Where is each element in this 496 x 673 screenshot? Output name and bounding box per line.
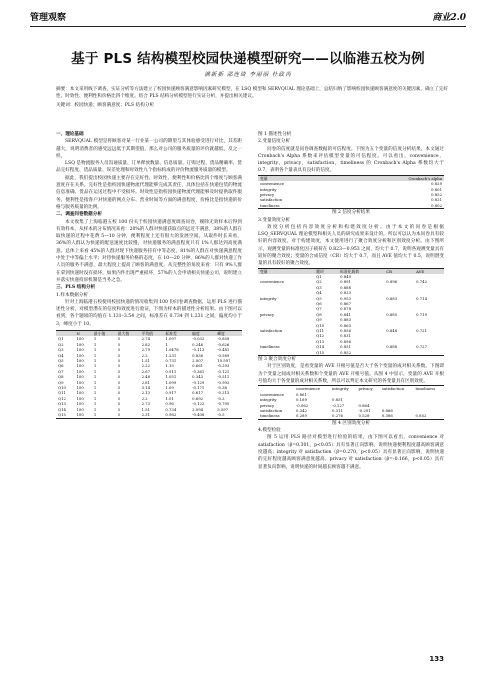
abstract: 摘要：本文采用线下调查、实证分析等方法建立了校园快递顾客满意影响因素研究模型，在 LSQ 模型和 SERVQUAL 理论基础上，总结归纳了影响校园快递顾客满意度的关键因素，确立了完好性、时效性、便利性和价格比四个维度。结合 PLS 结构分析模型进行实证分析，并提出相关建议。 [56, 87, 448, 100]
table-cell: 0.836 [192, 352, 204, 358]
table-cell: -0.992 [217, 379, 230, 385]
table-cell: 2.2 [141, 395, 148, 401]
left-column [56, 131, 242, 419]
table-cell: 1 [93, 390, 97, 396]
table-cell: Q2 [316, 279, 322, 285]
table-cell: 1.051 [165, 374, 177, 380]
section-heading: 三、PLS 结构分析 [56, 285, 96, 291]
table-cell: satisfaction [260, 197, 283, 203]
journal-section: 管理观察 [30, 13, 67, 23]
table-cell: 0.831 [340, 333, 352, 339]
paragraph: 问卷的信度就是问卷调查数据的可信程度。下图为五个变量的信度分析结果，本文通过 Cronbach's Alpha 系数来评估模型变量的可信程度。可以看出，convenience，integrity，privacy，satisfaction，timeliness 的 Cronbach's Alpha 系数均大于 0.7，表明各个量表具有良好的信度。 [258, 146, 444, 174]
table-cell: -0.121 [217, 368, 230, 374]
table-cell: 0.661 [192, 363, 204, 369]
table-cell: 0.883 [386, 295, 398, 301]
table-cell: Q13 [58, 401, 66, 407]
table-header-cell: 标准差 [165, 331, 177, 337]
table-cell: Q5 [58, 358, 64, 364]
table-cell: 0.891 [340, 279, 352, 285]
table-cell: 1 [93, 374, 97, 380]
table-cell: 0.617 [192, 390, 204, 396]
table-cell: -0.113 [192, 347, 205, 353]
table-cell: Q12 [58, 395, 66, 401]
table-cell: -0.2 [217, 395, 225, 401]
table-header-cell: privacy [358, 386, 373, 392]
table-cell: 5 [117, 341, 121, 347]
table-cell: 2.007 [192, 358, 204, 364]
table-cell: -0.122 [192, 401, 205, 407]
table-cell: 0.343 [192, 374, 204, 380]
table-cell: 5 [117, 336, 121, 342]
table-cell: 2.2 [141, 352, 148, 358]
table-cell: -0.062 [296, 402, 309, 408]
table-cell: 2.22 [141, 363, 151, 369]
table-cell: 0.852 [431, 192, 442, 197]
table-cell: 1 [93, 379, 97, 385]
section-heading: 一、理论基础 [56, 132, 84, 137]
table-cell: 0.851 [340, 344, 352, 350]
table-cell: Q11 [58, 390, 66, 396]
table-cell: 0.342 [296, 407, 307, 413]
table-cell: 0.742 [416, 279, 427, 285]
table-header-cell: 变量 [260, 175, 268, 181]
table-cell: 10.597 [217, 358, 231, 364]
table-cell: 0.719 [416, 311, 427, 317]
figure-caption: 图 4 区别效度分析 [331, 420, 370, 426]
table-cell: 5 [117, 406, 121, 412]
table-cell: -0.361 [192, 368, 205, 374]
table-cell: 100 [76, 363, 84, 369]
table-cell: 0.246 [192, 341, 204, 347]
table-cell: Q4 [316, 290, 322, 296]
table-cell: 1 [93, 363, 97, 369]
table-cell: 5 [117, 374, 121, 380]
table-cell: 0.169 [296, 397, 307, 403]
table-cell: -0.795 [217, 401, 230, 407]
table-header-cell: 偏度 [192, 331, 200, 337]
table-cell: 1 [93, 401, 97, 407]
keywords: 关键词：校园快递；顾客满意度；PLS 结构分析 [56, 102, 155, 108]
table-cell: 1.15 [165, 363, 174, 369]
table-cell: 0.982 [165, 412, 177, 418]
table-cell: 1 [165, 341, 168, 347]
paragraph: LSQ 是物流服务人员沟通质量、订单释放数量、信息质量、订购过程、货品精确率、货品完好程度、货品质量、误差处理和时效性九个指标构成的评价物流服务质量的模型。 [56, 161, 242, 174]
table-cell: Q1 [316, 274, 322, 279]
table-cell: 1.099 [165, 379, 177, 385]
table-cell: -0.38 [217, 385, 227, 391]
table-cell: 1.01 [165, 395, 174, 401]
table-cell: timeliness [260, 202, 280, 208]
table-cell: 3.14 [141, 385, 151, 391]
table-cell: 0.867 [340, 301, 352, 307]
table-cell: 0.864 [358, 402, 370, 408]
table-header-cell: convenience [296, 386, 320, 392]
table-cell: 0.896 [386, 279, 398, 285]
table-cell: -0.408 [192, 412, 205, 418]
table-cell: 100 [76, 412, 84, 418]
table-cell: 0.714 [416, 295, 427, 301]
table-cell: 100 [76, 395, 84, 401]
table-cell: 5 [117, 352, 121, 358]
table-cell: 0.801 [431, 186, 442, 192]
descriptive-stats-table [56, 330, 242, 419]
table-cell: 0.896 [340, 338, 352, 344]
table-cell: -0.129 [192, 379, 205, 385]
table-cell: integrity [260, 397, 277, 403]
table-cell: -0.511 [217, 374, 230, 380]
paragraph: 对于区别效度，是看变量的 AVE 开根号值是否大于各个变量的成对相关系数。下图即为个变量之间成对相关系数和个变量的 AVE 开根号值。从图 4 中显示，变量的 AVE 开根号值均大于各变量的成对相关系数，所以可以判定本文研究的各变量具有区别效度。 [258, 364, 444, 384]
table-cell: Q4 [58, 352, 64, 358]
figure-caption: 图 1 描述性分析 [258, 132, 292, 137]
table-cell: 2.81 [141, 379, 151, 385]
table-cell: -0.171 [192, 385, 205, 391]
table-cell: -0.201 [358, 407, 371, 413]
table-cell: 1 [93, 341, 97, 347]
table-cell: 5 [117, 368, 121, 374]
discriminant-validity-table [258, 385, 444, 419]
table-cell: 5 [117, 363, 121, 369]
table-cell: 1.51 [141, 406, 151, 412]
table-cell: 0.851 [332, 397, 343, 403]
table-cell: -0.032 [192, 336, 205, 342]
table-cell: 100 [76, 406, 84, 412]
table-cell: integrity [260, 186, 277, 192]
table-cell: 2.13 [141, 390, 151, 396]
table-cell: 100 [76, 336, 84, 342]
subsection-heading: 4.模型检验 [258, 428, 281, 434]
table-header-cell: N [76, 331, 80, 337]
section-heading: 二、调查问卷数据分析 [56, 212, 102, 218]
table-cell: Q6 [316, 301, 322, 307]
table-cell [414, 350, 444, 356]
table-cell: integrity [260, 295, 277, 301]
table-cell: 5 [117, 412, 121, 418]
table-cell: 1.09 [165, 385, 174, 391]
right-column [258, 131, 444, 471]
table-cell: 2.74 [141, 336, 151, 342]
table-cell: 100 [76, 341, 84, 347]
table-header-cell: satisfaction [381, 386, 405, 392]
table-cell: 2.67 [141, 368, 151, 374]
table-cell: -0.589 [217, 352, 230, 358]
table-header-cell: 最大值 [117, 331, 130, 337]
table-cell: Q10 [58, 385, 66, 391]
table-cell: Q9 [58, 379, 64, 385]
table-cell: timeliness [260, 344, 280, 350]
table-cell: 0.917 [165, 390, 177, 396]
table-row [258, 203, 444, 209]
table-cell: 5.597 [217, 406, 229, 412]
table-cell: Q6 [58, 363, 64, 369]
table-cell: 0.911 [165, 368, 177, 374]
table-cell: Q3 [58, 347, 64, 353]
table-cell: Q8 [316, 311, 322, 317]
table-cell: -0.127 [332, 402, 345, 408]
table-header-cell: timeliness [415, 386, 436, 392]
table-cell: 0.692 [192, 395, 204, 401]
table-cell: 2.82 [141, 341, 151, 347]
table-cell: 1.097 [165, 336, 177, 342]
running-header [30, 10, 466, 24]
table-cell: 1.231 [165, 352, 177, 358]
table-cell: Q15 [316, 349, 325, 355]
table-header-cell: AVE [416, 268, 425, 274]
table-cell: 5 [117, 358, 121, 364]
table-cell: 0.721 [416, 328, 427, 334]
table-cell: 5 [117, 401, 121, 407]
table-cell: 100 [76, 347, 84, 353]
table-cell: Q15 [58, 412, 66, 418]
table-cell: 0.734 [165, 406, 177, 412]
table-header-cell: 峰度 [217, 331, 225, 337]
table-cell: 2.46 [141, 374, 151, 380]
table-cell: satisfaction [260, 328, 283, 334]
table-cell: privacy [260, 311, 275, 317]
table-cell: 100 [76, 385, 84, 391]
table-cell: 5 [117, 390, 121, 396]
table-cell: 0.863 [340, 322, 352, 328]
table-cell: 2.73 [141, 401, 151, 407]
table-cell: Q2 [58, 341, 64, 347]
table-cell: 5 [117, 395, 121, 401]
table-cell: privacy [260, 402, 275, 408]
subsection-heading: 1.样本数据分析 [56, 292, 88, 298]
table-cell: 0.848 [386, 328, 398, 334]
table-header-cell: integrity [332, 386, 349, 392]
table-cell: 0.823 [340, 290, 352, 296]
table-cell: 0.888 [340, 284, 352, 290]
paragraph: 本文收集了上海临港五校 100 份关于校园快递满意度调查问卷，剔除无效样本后得到有效样本，从样本的分布情况来看：20%的人群对快递获取点的远近不满意，38%的人群在取快递的过程中花费 5—10 分钟，便利程度上还有很大的发展空间。从取件时长来看，36%的人群认为快递的配送速度比较慢，对快递服务的满意程度只有 1%人群达到高度满意。总体上来看 45%的人群对现下快递服务持有中等态度，81%的人群在对快递满意程度中处于中等偏上水平；对待快递服务价格的态度，在 10—20 分钟，86%的人群对快递工作人员的服务不满意，最大程度上提高了顾客的满意度。从完整性的角度来看：只有 9%人群在拿到快递时没有损坏，如果内件出现严重损坏，57%的人会申请相关快递公司，说明建立并落实快递投诉机制是当务之急。 [56, 219, 242, 283]
table-row [56, 412, 242, 418]
table-cell: 1 [93, 352, 97, 358]
table-cell: 100 [76, 358, 84, 364]
table-cell: 100 [76, 379, 84, 385]
table-cell: 1 [93, 336, 97, 342]
table-cell: convenience [260, 181, 284, 187]
table-cell: convenience [260, 279, 284, 285]
table-cell: 100 [76, 352, 84, 358]
table-cell: 0.953 [340, 295, 352, 301]
table-cell: satisfaction [260, 407, 283, 413]
table-header-cell: 题项 [316, 268, 324, 274]
table-cell: 0.802 [431, 202, 442, 208]
table-cell: Q14 [58, 406, 66, 412]
table-cell: Q10 [316, 322, 325, 328]
table-cell: 5 [117, 347, 121, 353]
figure-caption: 图 2 信度分析结果 [331, 210, 370, 216]
table-cell: 100 [76, 368, 84, 374]
table-cell: -0.481 [217, 347, 230, 353]
table-cell: 0.821 [431, 197, 442, 203]
table-cell: 1 [93, 385, 97, 391]
table-cell: 100 [76, 401, 84, 407]
table-cell: Q12 [316, 333, 325, 339]
table-cell: 0.386 [381, 413, 393, 419]
table-cell: -0.293 [217, 363, 230, 369]
page-number: 133 [429, 655, 444, 663]
table-cell: 0.727 [416, 344, 427, 350]
table-header-cell: 最小值 [93, 331, 106, 337]
table-cell: 100 [76, 374, 84, 380]
paper-title: 基于 PLS 结构模型校园快递模型研究——以临港五校为例 [71, 51, 425, 67]
table-cell: 1 [93, 406, 97, 412]
paragraph: 针对上海临港五校使用校园快递的情况收集到 100 份问卷调查数据，运用 PLS 进行描述性分析，对模型潜在的信度和效度进行验证，下图为样本的描述性分析结果。由下图可以看到，各个题项的均值在 1.131–3.54 之间，标准差在 0.734 到 1.231 之间，偏度均小于 3，峰度小于 10。 [56, 299, 242, 327]
table-cell: Q8 [58, 374, 64, 380]
table-cell [384, 350, 414, 356]
table-cell: 0.866 [381, 407, 393, 413]
table-cell: 1 [93, 412, 97, 418]
table-cell: 1 [93, 358, 97, 364]
table-cell: -0.213 [217, 390, 230, 396]
table-cell: 2.31 [141, 412, 151, 418]
table-cell: 0.885 [386, 311, 398, 317]
table-cell: 0.888 [386, 344, 398, 350]
subsection-heading: 2.变量信度分析 [258, 139, 290, 145]
table-cell: Q5 [316, 295, 322, 301]
table-cell: 1.0478 [165, 347, 179, 353]
table-cell: 0.861 [296, 391, 307, 397]
table-cell: 1.51 [141, 358, 151, 364]
authors: 满新新 邵连琦 李丽丽 杜政芮 [204, 72, 292, 78]
table-header-cell: 平均值 [141, 331, 153, 337]
table-cell: 5 [117, 385, 121, 391]
table-cell: 0.731 [165, 358, 177, 364]
table-cell: 0.878 [340, 306, 352, 312]
table-cell: 0.852 [340, 349, 352, 355]
table-cell: 2.79 [141, 347, 151, 353]
figure-caption: 图 3 聚合效度分析 [258, 357, 297, 363]
table-cell: -0.626 [217, 341, 230, 347]
table-cell: Q7 [58, 368, 64, 374]
table-cell: Q3 [316, 284, 322, 290]
journal-logo: 商业2.0 [432, 13, 466, 23]
table-cell: 0.311 [332, 407, 343, 413]
table-cell: Q13 [316, 338, 325, 344]
table-cell: convenience [260, 391, 284, 397]
table-cell: 0.841 [340, 311, 352, 317]
reliability-table [258, 175, 444, 209]
table-cell: 0.829 [431, 181, 442, 187]
paragraph: SERVQUAL 模型是将顾客对某一行业某一公司的期望与其体验感受进行对比，其差距越大，说明消费者的感受远远低于其期望值，那么对公司的服务质量的评价就越低，反之一样。 [56, 139, 242, 159]
table-row [258, 350, 444, 356]
table-cell: 0.289 [296, 413, 307, 419]
table-cell: 0.96 [165, 401, 174, 407]
table-cell: Q9 [316, 317, 322, 323]
table-header-cell: 标准化载荷 [340, 268, 360, 274]
table-header-cell: 变量 [260, 268, 268, 274]
table-cell: 0.856 [340, 328, 352, 334]
table-row [258, 413, 444, 419]
table-cell: 1 [93, 368, 97, 374]
subsection-heading: 3.变量效度分析 [258, 217, 290, 223]
table-cell: privacy [260, 192, 275, 197]
table-cell: 2.094 [192, 406, 204, 412]
table-cell [258, 350, 314, 356]
table-cell: 100 [76, 390, 84, 396]
table-cell: Q14 [316, 344, 325, 350]
table-cell: 5 [117, 379, 121, 385]
paragraph: 据此，我们提出校园快递主要存在完好性、时效性、便利性和价格比四个维度与顾客满意度存在关系。完好性是指校园快递物流代理能够完成其责任，具体包括在快递包装的物流信息准确、货品在运送过程中不受损坏。时效性是指校园快递物流代理能够及时提供取件服务。便利性是指客户对快递的网点分布、营业时间等方面的满意程度，价格比是指快递的价格与服务质量的比例。 [56, 175, 242, 210]
paragraph: 效度分析包括内容效度分析和构建效度分析。由于本文的问卷是根据 LSQ_SERVQUAL 理论模型和相关人员的研究成果来设计的，所以可以认为本问卷具有较好的内容效度。对于构建效度，本文使用进行了聚合效度分析和区别效度分析。由下图所示，观测变量的标准化因子载荷在 0.823—0.953 之间，均大于 0.7，说明各观测变量具有较好的聚合效度；变量的合成信度（CR）均大于 0.7，而且 AVE 值均大于 0.5，说明潜变量的具有较好的聚合效度。 [258, 224, 444, 267]
table-cell: 0.849 [340, 274, 352, 279]
table-header-cell: Cronbach's alpha [408, 175, 442, 181]
table-cell: Q7 [316, 306, 322, 312]
table-cell: 0.883 [340, 317, 352, 323]
table-cell: timeliness [260, 413, 280, 419]
table-cell: Q11 [316, 328, 325, 334]
table-cell: -0.858 [217, 336, 230, 342]
table-cell: 0.528 [358, 413, 370, 419]
table-cell: Q1 [58, 336, 64, 342]
table-cell: 1 [93, 347, 97, 353]
table-cell: 1 [93, 395, 97, 401]
header-rule [30, 26, 466, 27]
convergent-validity-table [258, 268, 444, 357]
paragraph: 图 5 运用 PLS 路径对模型进行检验的结果，由下图可以看出，convenience 对 satisfaction（β=0.301，p<0.05）具有显著正向影响，说明快递便利程度越高顾客满意度越高；integrity 对 satisfaction（β=0.270，p<0.05）具有显著正向影响，说明快递的完好程度越高顾客满意度越高。privacy 对 satisfaction（β=-0.166，p<0.05）具有显著负向影响，说明快递的时间越长顾客越不满意。 [258, 435, 444, 470]
table-header-cell: CR [386, 268, 393, 274]
abstract-block [56, 86, 448, 109]
table-cell: 0.276 [332, 413, 343, 419]
table-cell: 0.852 [415, 413, 427, 419]
table-cell: -0.5 [217, 412, 225, 418]
